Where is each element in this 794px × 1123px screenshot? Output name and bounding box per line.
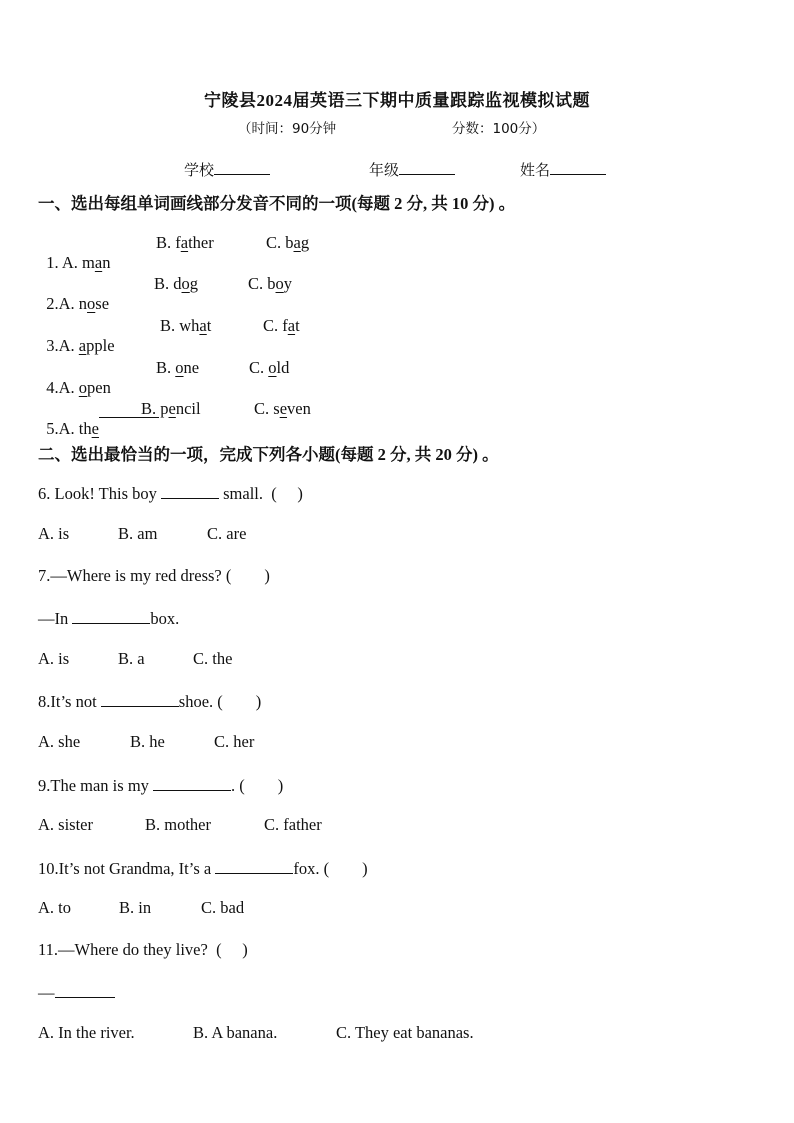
name-blank [550,158,606,175]
section1-heading: 一、选出每组单词画线部分发音不同的一项(每题 2 分, 共 10 分) 。 [38,194,516,213]
question-9: 9.The man is my . ( ) [38,776,284,795]
q4-number: 4.A. [46,378,79,397]
q6-option-c: C. are [207,524,247,543]
q7-option-b: B. a [118,649,145,668]
q8-option-a: A. she [38,732,81,751]
q9-option-c: C. father [264,815,322,834]
q3-option-c: C. fat [263,316,300,335]
q8-option-b: B. he [130,732,165,751]
q1-a-post: n [102,253,111,272]
q2-option-c: C. boy [248,274,293,293]
section2-heading: 二、选出最恰当的一项，完成下列各小题(每题 2 分, 共 20 分) 。 [38,445,499,464]
grade-label: 年级 [369,163,400,179]
grade-field [369,158,455,180]
q4-option-c: C. old [249,358,290,377]
q5-option-c: C. seven [254,399,311,418]
exam-title: 宁陵县2024届英语三下期中质量跟踪监视模拟试题 [204,91,590,110]
q11-option-b: B. A banana. [193,1023,278,1042]
school-field [184,158,270,180]
name-field [520,158,606,180]
question-11: 11.—Where do they live? ( ) [38,940,248,959]
exam-time: （时间：90分钟 [238,121,337,137]
q10-option-c: C. bad [201,898,245,917]
question-5: 5.A. the [46,419,99,438]
q8-blank [101,690,179,707]
question-2: 2.A. nose [46,294,110,313]
q9-blank [153,774,231,791]
q5-option-b: B. pencil [141,399,201,418]
question-4: 4.A. open [46,378,111,397]
q1-a-underlined: a [94,253,103,272]
q8-option-c: C. her [214,732,255,751]
q9-option-b: B. mother [145,815,211,834]
q3-number: 3.A. [46,336,79,355]
exam-score: 分数：100分） [452,121,546,137]
q4-option-b: B. one [156,358,200,377]
q10-option-a: A. to [38,898,71,917]
q1-option-c: C. bag [266,233,310,252]
question-7: 7.—Where is my red dress? ( ) [38,566,270,585]
school-blank [214,158,270,175]
question-7-answer: —In box. [38,609,180,628]
q2-option-b: B. dog [154,274,199,293]
q2-number: 2.A. [46,294,79,313]
grade-blank [399,158,455,175]
q5-number: 5.A. [46,419,79,438]
q6-blank [161,482,219,499]
question-1 [38,233,111,272]
q3-option-b: B. what [160,316,212,335]
question-10: 10.It’s not Grandma, It’s a fox. ( ) [38,859,368,878]
q7-option-a: A. is [38,649,70,668]
q11-blank [55,981,115,998]
q1-option-b: B. father [156,233,214,252]
q10-option-b: B. in [119,898,152,917]
q11-option-c: C. They eat bananas. [336,1023,474,1042]
q9-option-a: A. sister [38,815,93,834]
q1-a-pre: m [82,253,95,272]
question-6: 6. Look! This boy small. ( ) [38,484,303,503]
q1-number: 1. A. [46,253,83,272]
name-label: 姓名 [520,163,551,179]
question-8: 8.It’s not shoe. ( ) [38,692,262,711]
q10-blank [215,857,293,874]
question-3: 3.A. apple [46,336,115,355]
q7-blank [72,607,150,624]
q7-option-c: C. the [193,649,233,668]
q11-option-a: A. In the river. [38,1023,135,1042]
q6-option-a: A. is [38,524,70,543]
question-11-answer: — [38,981,115,1005]
school-label: 学校 [184,163,215,179]
q6-option-b: B. am [118,524,158,543]
